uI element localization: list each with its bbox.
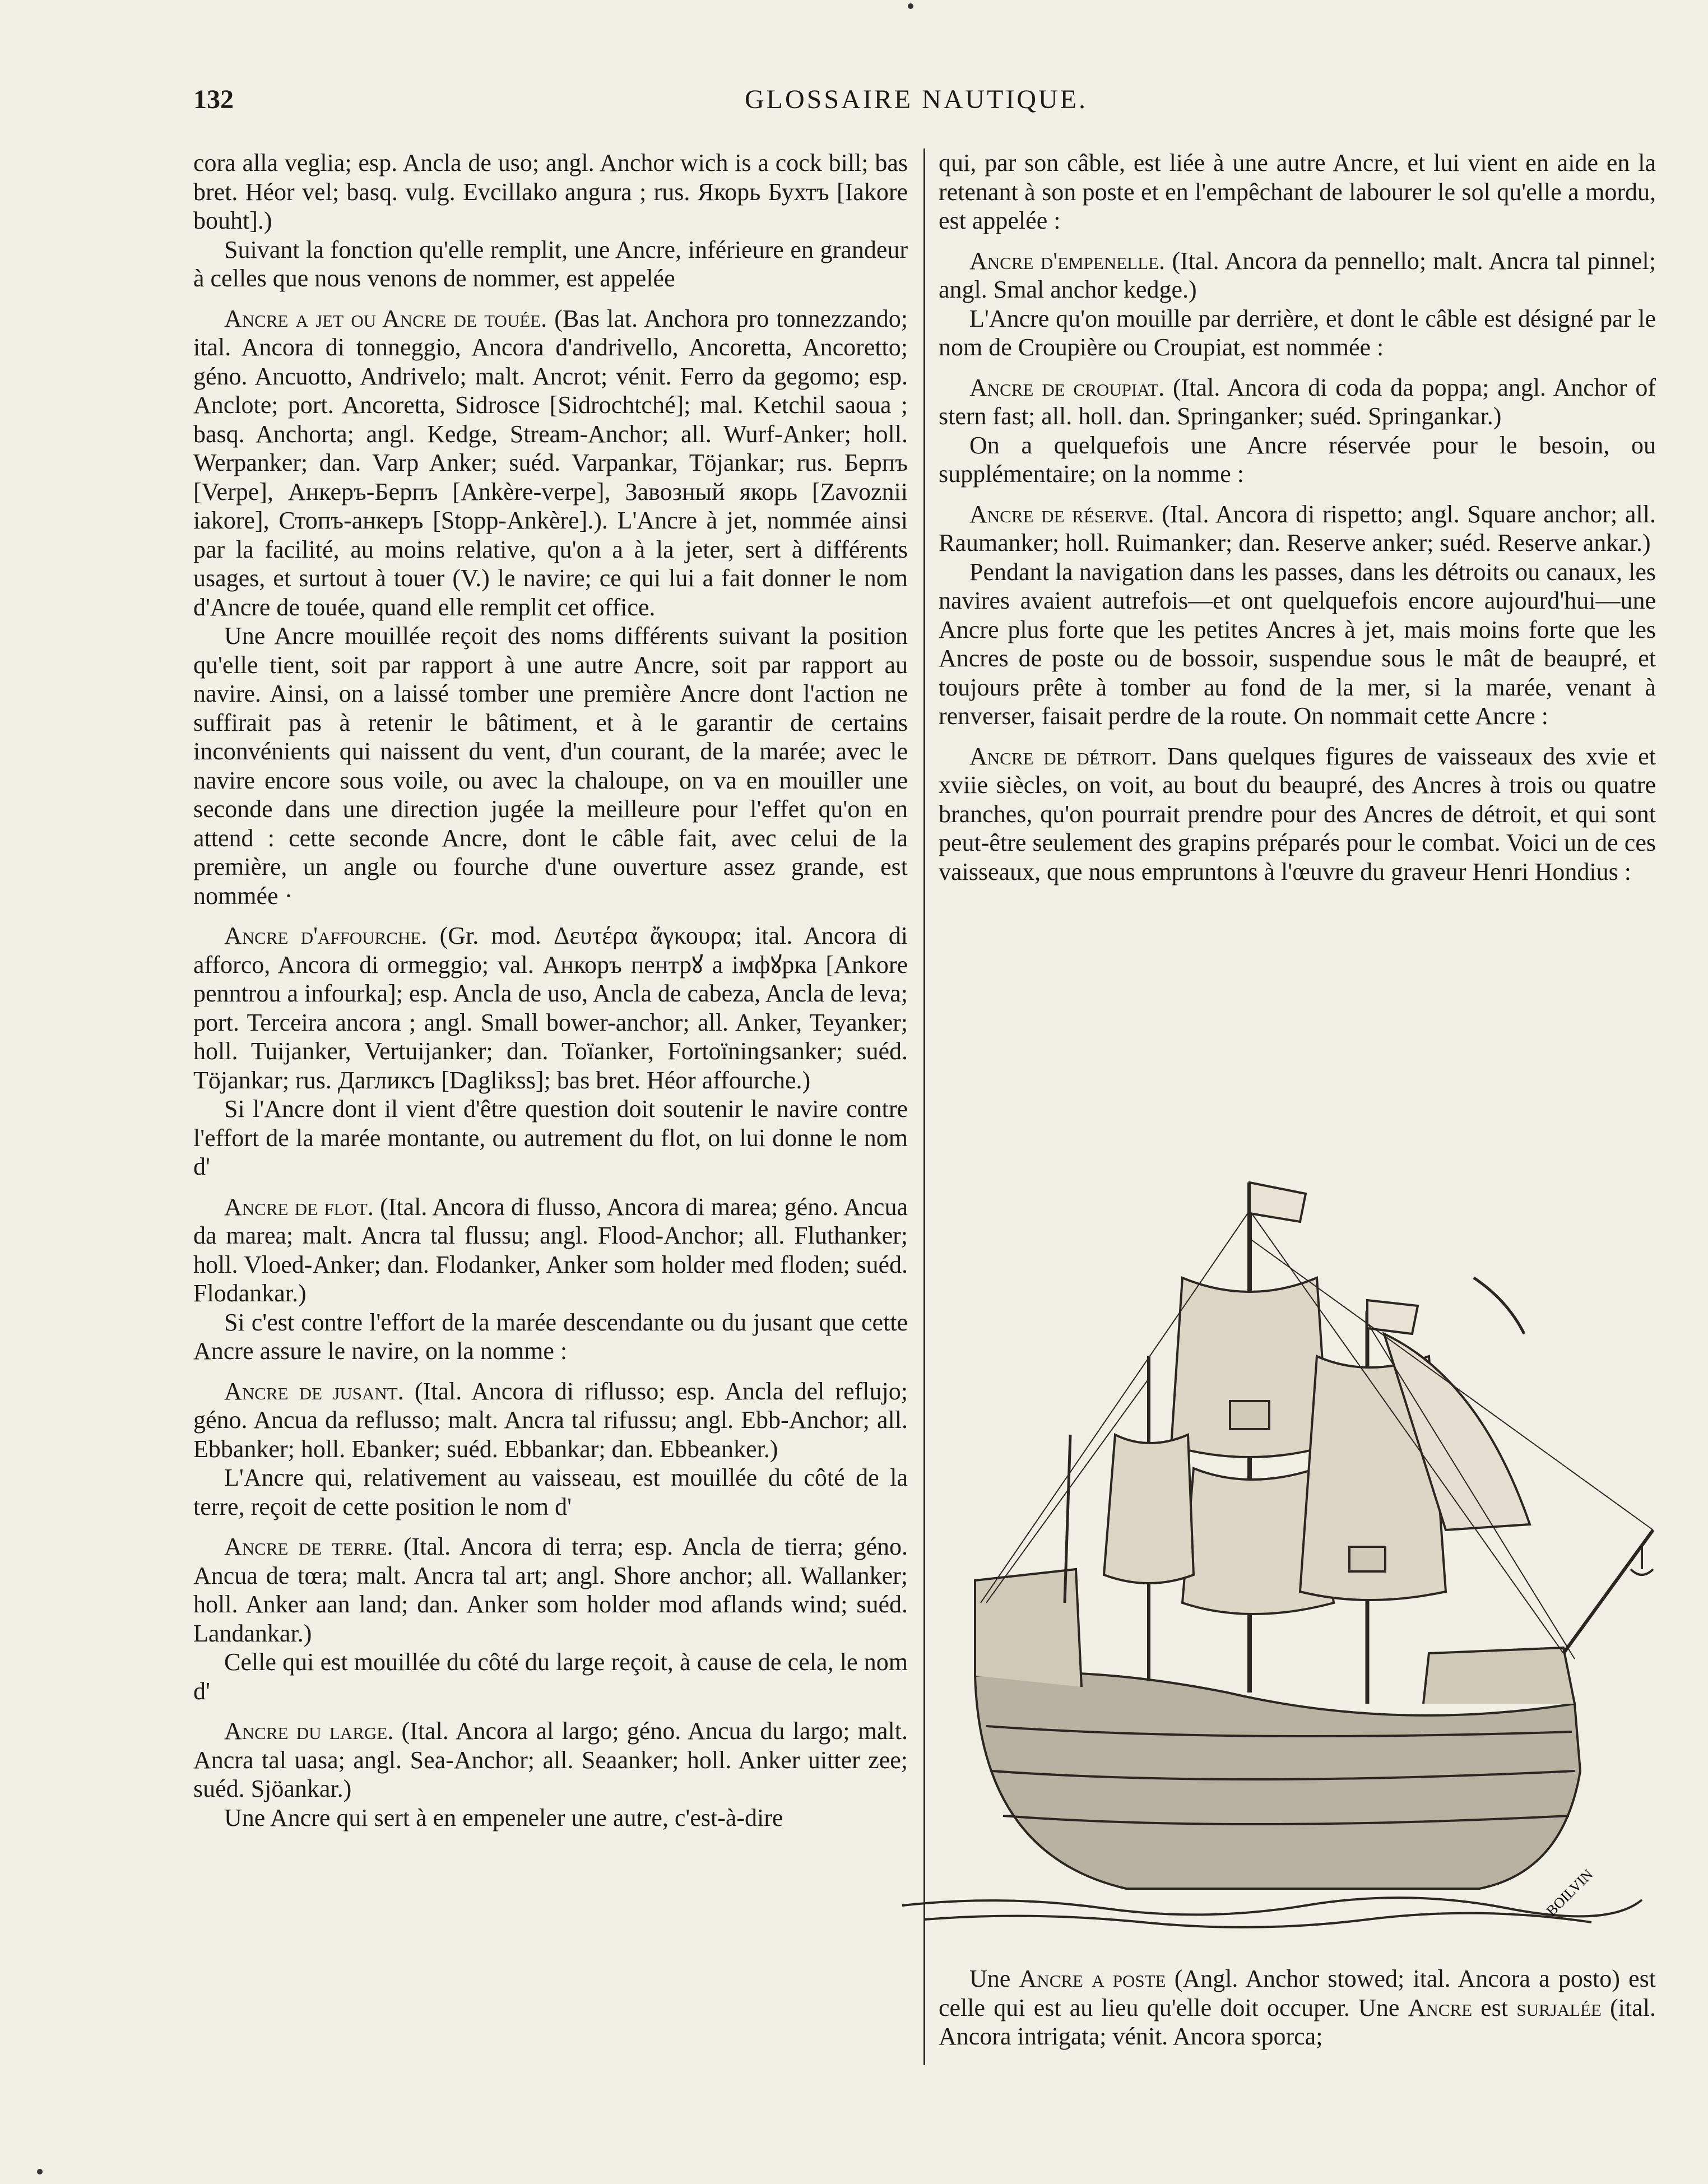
paragraph: cora alla veglia; esp. Ancla de uso; angl. Anchor wich is a cock bill; bas bret. Héor vel; basq. vulg. Evcillako angura ; rus. Якорь Бухтъ [Iakore bouht].) [193,149,908,234]
paragraph [939,1964,1656,2051]
entry-term: Ancre [1408,1993,1473,2021]
text: (Angl. Anchor stowed; ital. Ancora a posto) est celle qui est au lieu qu'elle doit occuper. Une [939,1965,1656,2021]
entry-term: Ancre de jusant. [224,1377,404,1405]
paragraph: Si l'Ancre dont il vient d'être question doit soutenir le navire contre l'effort de la marée montante, ou autrement du flot, on lui donne le nom d' [193,1095,908,1180]
entry-reserve [939,500,1656,558]
paragraph: L'Ancre qui, relativement au vaisseau, est mouillée du côté de la terre, reçoit de cette position le nom d' [193,1464,908,1520]
entry-term: Ancre de terre. [224,1533,393,1560]
entry-term: Ancre de croupiat. [969,373,1165,401]
text: (ital. Ancora intrigata; vénit. Ancora sporca; [939,1993,1656,2050]
entry-term: surjalée [1516,1993,1602,2021]
right-column [939,149,1656,886]
entry-term: Ancre d'empenelle. [969,247,1165,275]
entry-empenelle [939,247,1656,304]
entry-term: Ancre a poste [1019,1965,1166,1992]
paragraph: qui, par son câble, est liée à une autre Ancre, et lui vient en aide en la retenant à son poste et en l'empêchant de labourer le sol qu'elle a mordu, est appelée : [939,149,1656,234]
entry-term: Ancre de détroit. [969,742,1157,770]
entry-text: (Ital. Ancora di terra; esp. Ancla de tierra; géno. Ancua de tœra; malt. Ancra tal art; angl. Shore anchor; all. Wallanker; holl. Anker aan land; dan. Anker som holder mod aflands wind; suéd. Landankar.) [193,1533,908,1647]
print-speck [37,2169,43,2174]
entry-text: (Ital. Ancora di flusso, Ancora di marea; géno. Ancua da marea; malt. Ancra tal flussu; angl. Flood-Anchor; all. Fluthanker; holl. Vloed-Anker; dan. Flodanker, Anker som holder med floden; suéd. Flodankar.) [193,1193,908,1307]
entry-affourche [193,921,908,1095]
entry-text: (Ital. Ancora al largo; géno. Ancua du largo; malt. Ancra tal uasa; angl. Sea-Anchor; all. Seaanker; holl. Anker uitter zee; suéd. Sjöankar.) [193,1717,908,1802]
paragraph: On a quelquefois une Ancre réservée pour le besoin, ou supplémentaire; on la nomme : [939,431,1656,488]
page-header [193,84,1639,129]
paragraph: Pendant la navigation dans les passes, dans les détroits ou canaux, les navires avaient autrefois—et ont quelquefois encore aujourd'hui—une Ancre plus forte que les petites Ancres à jet, mais moins forte que les Ancres de poste ou de bossoir, suspendue sous le mât de beaupré, et toujours prête à tomber au fond de la mer, si la marée, venant à renverser, faisait perdre de la route. On nommait cette Ancre : [939,558,1656,730]
entry-text: Dans quelques figures de vaisseaux des xvie et xviie siècles, on voit, au bout du beaupré, des Ancres à trois ou quatre branches, qu'on pourrait prendre pour des Ancres de détroit, et qui sont peut-être seulement des grapins préparés pour le combat. Voici un de ces vaisseaux, que nous empruntons à l'œuvre du graveur Henri Hondius : [939,742,1656,885]
entry-detroit [939,742,1656,887]
paragraph: L'Ancre qu'on mouille par derrière, et dont le câble est désigné par le nom de Croupière ou Croupiat, est nommée : [939,304,1656,361]
paragraph: Suivant la fonction qu'elle remplit, une Ancre, inférieure en grandeur à celles que nous venons de nommer, est appelée [193,235,908,292]
entry-text: (Ital. Ancora di riflusso; esp. Ancla del reflujo; géno. Ancua da reflusso; malt. Ancra tal rifussu; angl. Ebb-Anchor; all. Ebbanker; holl. Ebanker; suéd. Ebbankar; dan. Ebbeanker.) [193,1377,908,1463]
entry-jet [193,304,908,622]
entry-term: Ancre de flot. [224,1193,374,1221]
entry-text: (Ital. Ancora da pennello; malt. Ancra tal pinnel; angl. Smal anchor kedge.) [939,247,1656,303]
paragraph: Une Ancre mouillée reçoit des noms différents suivant la position qu'elle tient, soit par rapport à une autre Ancre, soit par rapport au navire. Ainsi, on a laissé tomber une première Ancre dont l'action ne suffirait pas à retenir le bâtiment, et à le garantir de certains inconvénients qui naissent du vent, d'un courant, de la marée; avec le navire encore sous voile, ou avec la chaloupe, on va en mouiller une seconde dans une direction jugée la meilleure pour l'effet qu'on en attend : cette seconde Ancre, dont le câble fait, avec celui de la première, un angle ou fourche d'une ouverture assez grande, est nommée · [193,622,908,910]
entry-term: Ancre d'affourche. [224,922,428,949]
entry-croupiat [939,373,1656,431]
paragraph: Celle qui est mouillée du côté du large reçoit, à cause de cela, le nom d' [193,1648,908,1705]
entry-flot [193,1193,908,1308]
left-column [193,149,908,1832]
ship-illustration [891,1042,1659,1939]
page-title: GLOSSAIRE NAUTIQUE. [745,85,1088,114]
footer-paragraph [939,1964,1656,2051]
print-speck [908,3,913,9]
entry-text: (Gr. mod. Δευτέρα ἄγκουρα; ital. Ancora di afforco, Ancora di ormeggio; val. Анкоръ пентрꙋ а імфꙋрка [Ankore penntrou a infourka]; esp. Ancla de uso, Ancla de cabeza, Ancla de leva; port. Terceira ancora ; angl. Small bower-anchor; all. Anker, Teyanker; holl. Tuijanker, Vertuijanker; dan. Toïanker, Fortoïningsanker; suéd. Töjankar; rus. Дагликсъ [Daglikss]; bas bret. Héor affourche.) [193,922,908,1094]
text: Une [969,1965,1019,1992]
engraver-signature: BOILVIN [1543,1866,1596,1919]
entry-large [193,1717,908,1803]
entry-terre [193,1532,908,1648]
text: est [1472,1993,1517,2021]
page-number: 132 [193,85,234,114]
entry-text: (Bas lat. Anchora pro tonnezzando; ital. Ancora di tonneggio, Ancora d'andrivello, Ancoretta, Ancoretto; géno. Ancuotto, Andrivelo; malt. Ancrot; vénit. Ferro da gegomo; esp. Anclote; port. Ancoretta, Sidrosce [Sidrochtché]; mal. Ketchil saoua ; basq. Anchorta; angl. Kedge, Stream-Anchor; all. Wurf-Anker; holl. Werpanker; dan. Varp Anker; suéd. Varpankar, Töjankar; rus. Берпъ [Verpe], Анкеръ-Берпъ [Ankère-verpe], Завозный якорь [Zavoznii iakore], Стопъ-анкеръ [Stopp-Ankère].). L'Ancre à jet, nommée ainsi par la facilité, au moins relative, qu'on a à la jeter, sert à différents usages, et surtout à touer (V.) le navire; ce qui lui a fait donner le nom d'Ancre de touée, quand elle remplit cet office. [193,304,908,621]
entry-text: (Ital. Ancora di rispetto; angl. Square anchor; all. Raumanker; holl. Ruimanker; dan. Reserve anker; suéd. Reserve ankar.) [939,500,1656,557]
entry-text: (Ital. Ancora di coda da poppa; angl. Anchor of stern fast; all. holl. dan. Springanker; suéd. Springankar.) [939,373,1656,430]
entry-term: Ancre a jet ou Ancre de touée. [224,304,547,332]
paragraph: Si c'est contre l'effort de la marée descendante ou du jusant que cette Ancre assure le navire, on la nomme : [193,1308,908,1365]
entry-term: Ancre de réserve. [969,500,1154,528]
ship-engraving [891,1042,1659,1939]
entry-jusant [193,1377,908,1464]
paragraph: Une Ancre qui sert à en empeneler une autre, c'est-à-dire [224,1803,783,1831]
entry-term: Ancre du large. [224,1717,394,1745]
